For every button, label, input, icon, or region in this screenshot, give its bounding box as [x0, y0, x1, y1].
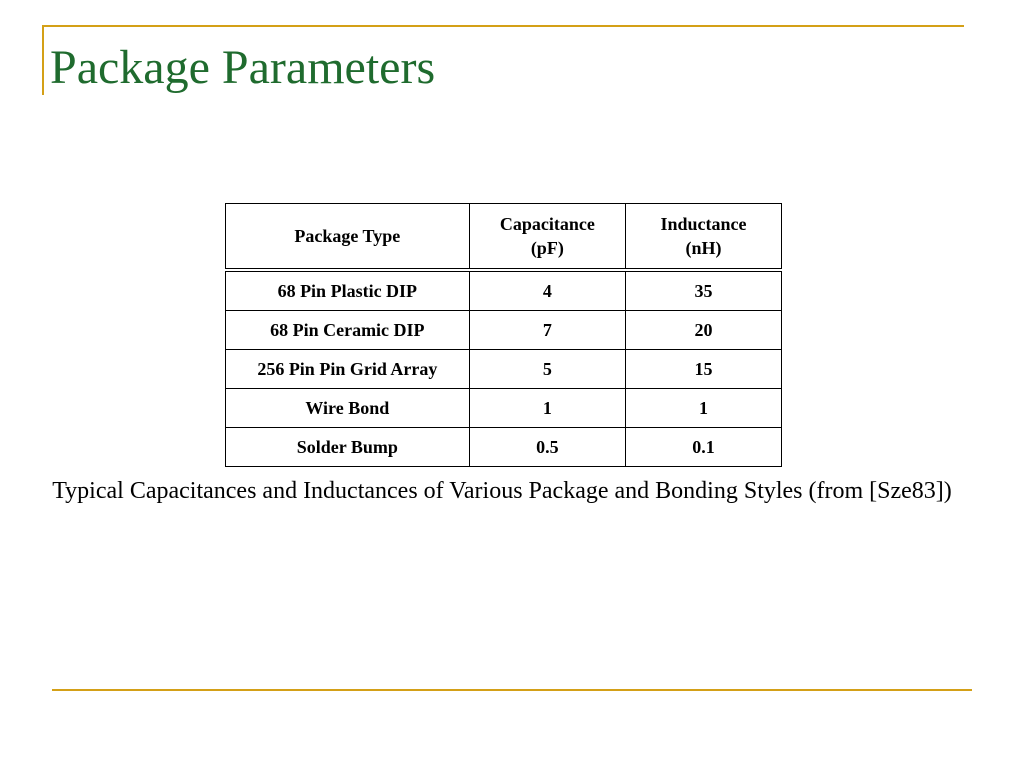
- cell-capacitance: 1: [469, 389, 625, 428]
- header-capacitance-unit: (pF): [530, 238, 564, 258]
- cell-capacitance: 7: [469, 311, 625, 350]
- cell-package-type: Wire Bond: [226, 389, 470, 428]
- header-inductance: [626, 204, 782, 271]
- cell-inductance: 0.1: [626, 428, 782, 467]
- bottom-divider: [52, 689, 972, 691]
- cell-package-type: 256 Pin Pin Grid Array: [226, 350, 470, 389]
- cell-capacitance: 4: [469, 270, 625, 311]
- package-table-container: [225, 203, 782, 467]
- table-row: [226, 311, 782, 350]
- cell-capacitance: 5: [469, 350, 625, 389]
- header-capacitance: [469, 204, 625, 271]
- table-row: [226, 270, 782, 311]
- cell-package-type: 68 Pin Ceramic DIP: [226, 311, 470, 350]
- cell-inductance: 1: [626, 389, 782, 428]
- cell-inductance: 20: [626, 311, 782, 350]
- cell-inductance: 35: [626, 270, 782, 311]
- top-divider: [42, 25, 964, 27]
- left-accent-bar: [42, 25, 44, 95]
- table-row: [226, 389, 782, 428]
- header-inductance-unit: (nH): [685, 238, 722, 258]
- package-parameters-table: [225, 203, 782, 467]
- slide-title: Package Parameters: [50, 41, 436, 94]
- cell-package-type: Solder Bump: [226, 428, 470, 467]
- header-capacitance-label: Capacitance: [499, 214, 595, 234]
- table-caption: Typical Capacitances and Inductances of Various Package and Bonding Styles (from [Sze83]): [52, 478, 952, 504]
- header-package-type: Package Type: [226, 204, 470, 271]
- cell-inductance: 15: [626, 350, 782, 389]
- header-inductance-label: Inductance: [660, 214, 747, 234]
- cell-package-type: 68 Pin Plastic DIP: [226, 270, 470, 311]
- cell-capacitance: 0.5: [469, 428, 625, 467]
- table-row: [226, 350, 782, 389]
- table-row: [226, 428, 782, 467]
- table-header-row: [226, 204, 782, 271]
